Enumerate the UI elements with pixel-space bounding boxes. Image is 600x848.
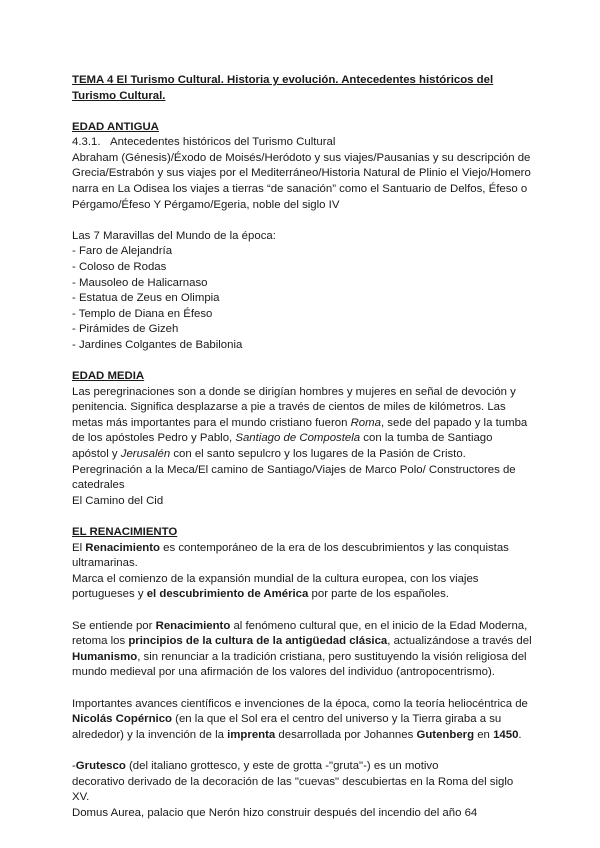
text-run: Las peregrinaciones son a donde se dirigían hombres y mujeres en señal de devoción y penitencia. Significa desplazarse a pie a través de cientos de miles de kilómetros. Las metas más importantes para el mundo cristiano fueron <box>72 385 516 429</box>
text-run: , sin renunciar a la tradición cristiana, pero sustituyendo la visión religiosa del mundo medieval por una afirmación de los valores del individuo (antropocentrismo). <box>72 650 527 679</box>
text-run-bold: Nicolás Copérnico <box>72 713 173 726</box>
heading-edad-antigua: EDAD ANTIGUA <box>72 120 159 133</box>
text-run-bold: 1450 <box>493 728 519 741</box>
text-run: (en la que el Sol era el centro del universo y la Tierra giraba a su alrededor) y la invención de la <box>72 713 502 741</box>
paragraph-media-2: Peregrinación a la Meca/El camino de Santiago/Viajes de Marco Polo/ Constructores de catedrales <box>72 463 516 492</box>
list-item: - Mausoleo de Halicarnaso <box>72 276 208 289</box>
text-run: Se entiende por <box>72 619 156 632</box>
list-item: - Jardines Colgantes de Babilonia <box>72 338 243 351</box>
paragraph-media-1 <box>72 385 532 463</box>
text-run: El <box>72 541 86 554</box>
paragraph-renacimiento-1 <box>72 541 532 572</box>
text-run-bold: Gutenberg <box>416 728 475 741</box>
paragraph-renacimiento-7: Domus Aurea, palacio que Nerón hizo construir después del incendio del año 64 <box>72 806 478 819</box>
text-run: con el santo sepulcro y los lugares de la Pasión de Cristo. <box>170 448 466 461</box>
text-run: Importantes avances científicos e invenciones de la época, como la teoría heliocéntrica de <box>72 697 528 710</box>
text-run: - <box>72 759 76 772</box>
paragraph-renacimiento-2 <box>72 572 532 603</box>
paragraph-media-3: El Camino del Cid <box>72 494 164 507</box>
text-run: , sede del papado y la tumba de los apóstoles Pedro y Pablo, <box>72 416 528 445</box>
text-run-bold: el descubrimiento de América <box>146 588 309 601</box>
text-run-italic: Jerusalén <box>120 448 171 461</box>
list-item: - Faro de Alejandría <box>72 245 173 258</box>
document-page <box>72 72 532 821</box>
text-run-italic: Roma <box>350 416 381 429</box>
text-run: . <box>518 728 522 741</box>
heading-renacimiento: EL RENACIMIENTO <box>72 526 178 539</box>
text-run: por parte de los españoles. <box>308 588 449 601</box>
text-run-bold: Humanismo <box>72 650 138 663</box>
list-item: - Pirámides de Gizeh <box>72 323 179 336</box>
paragraph-antigua: Abraham (Génesis)/Éxodo de Moisés/Heródoto y sus viajes/Pausanias y su descripción de Grecia/Estrabón y sus viajes por el Mediterráneo/Historia Natural de Plinio el Viejo/Homero narra en La Odisea los viajes a tierras “de sanación” como el Santuario de Delfos, Éfeso o Pérgamo/Éfeso Y Pérgamo/Egeria, noble del siglo IV <box>72 151 531 211</box>
text-run-bold: Grutesco <box>75 759 126 772</box>
text-run-bold: principios de la cultura de la antigüedad clásica <box>128 635 388 648</box>
paragraph-renacimiento-6: decorativo derivado de la decoración de las "cuevas" descubiertas en la Roma del siglo XV. <box>72 775 514 804</box>
paragraph-renacimiento-4 <box>72 697 532 744</box>
text-run: (del italiano grottesco, y este de grotta -"gruta"-) es un motivo <box>125 759 439 772</box>
paragraph-renacimiento-5 <box>72 759 532 775</box>
section-edad-media <box>72 369 532 509</box>
list-item: - Coloso de Rodas <box>72 260 167 273</box>
section-edad-antigua <box>72 120 532 354</box>
text-run: en <box>474 728 494 741</box>
list-item: - Estatua de Zeus en Olimpia <box>72 292 220 305</box>
wonders-intro: Las 7 Maravillas del Mundo de la época: <box>72 229 276 242</box>
subheading-text: Antecedentes históricos del Turismo Cultural <box>110 136 336 149</box>
text-run-bold: Renacimiento <box>155 619 231 632</box>
text-run-italic: Santiago de Compostela <box>235 432 361 445</box>
text-run: es contemporáneo de la era de los descubrimientos y las conquistas ultramarinas. <box>72 541 509 570</box>
text-run: al fenómeno cultural que, en el inicio de la Edad Moderna, retoma los <box>72 619 528 648</box>
text-run-bold: imprenta <box>227 728 276 741</box>
subheading-antecedentes <box>72 135 532 151</box>
list-item: - Templo de Diana en Éfeso <box>72 307 213 320</box>
wonders-list <box>72 244 532 353</box>
heading-edad-media: EDAD MEDIA <box>72 370 145 383</box>
text-run-bold: Renacimiento <box>85 541 160 554</box>
section-renacimiento <box>72 525 532 821</box>
text-run: desarrollada por Johannes <box>275 728 417 741</box>
document-title: TEMA 4 El Turismo Cultural. Historia y evolución. Antecedentes históricos del Turismo Cultural. <box>72 74 494 102</box>
subheading-number: 4.3.1. <box>72 136 101 149</box>
text-run: , actualizándose a través del <box>387 635 532 648</box>
paragraph-renacimiento-3 <box>72 619 532 681</box>
text-run: con la tumba de Santiago apóstol y <box>72 432 493 461</box>
text-run: Marca el comienzo de la expansión mundial de la cultura europea, con los viajes portugueses y <box>72 572 479 601</box>
